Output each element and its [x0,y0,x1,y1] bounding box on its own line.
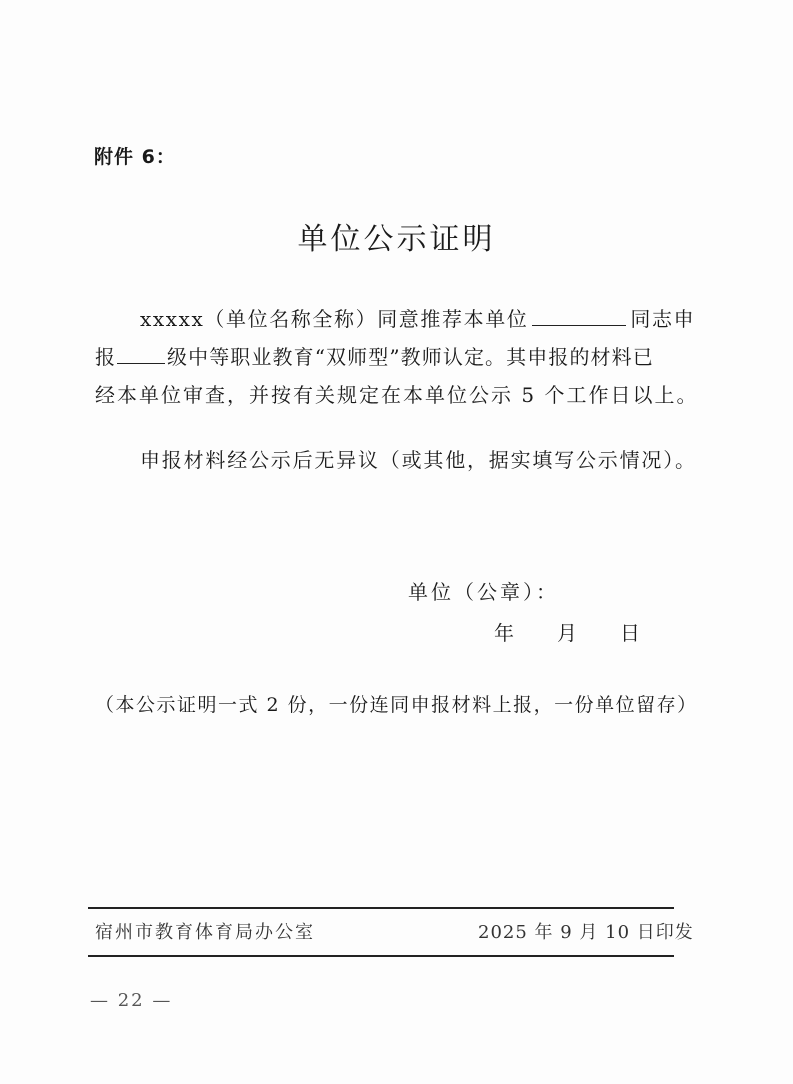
copy-note: （本公示证明一式 2 份，一份连同申报材料上报，一份单位留存） [95,694,698,716]
document-title: 单位公示证明 [297,222,496,257]
paragraph-1-line-3: 经本单位审查，并按有关规定在本单位公示 5 个工作日以上。 [95,383,699,407]
paragraph-1-line-2-prefix: 报 [95,345,115,369]
paragraph-1-line-1-suffix: 同志申 [630,307,696,331]
paragraph-1-line-1-prefix: xxxxx（单位名称全称）同意推荐本单位 [140,307,529,331]
name-blank [532,307,626,326]
footer-top-rule [88,907,674,909]
paragraph-1-line-2 [95,338,695,376]
date-year-label: 年 [494,621,514,645]
attachment-label: 附件 6： [94,146,176,168]
paragraph-1-line-2-suffix: 级中等职业教育“双师型”教师认定。其申报的材料已 [167,345,654,369]
page-number: — 22 — [90,990,173,1011]
unit-seal-label: 单位（公章）： [408,580,559,604]
footer-bottom-rule [88,955,674,957]
date-month-label: 月 [557,621,577,645]
date-day-label: 日 [620,621,640,645]
paragraph-1-line-1 [140,300,700,338]
level-blank [117,345,165,364]
issue-date: 2025 年 9 月 10 日印发 [478,922,694,943]
paragraph-2: 申报材料经公示后无异议（或其他，据实填写公示情况）。 [140,448,697,472]
issuing-office: 宿州市教育体育局办公室 [95,922,315,943]
